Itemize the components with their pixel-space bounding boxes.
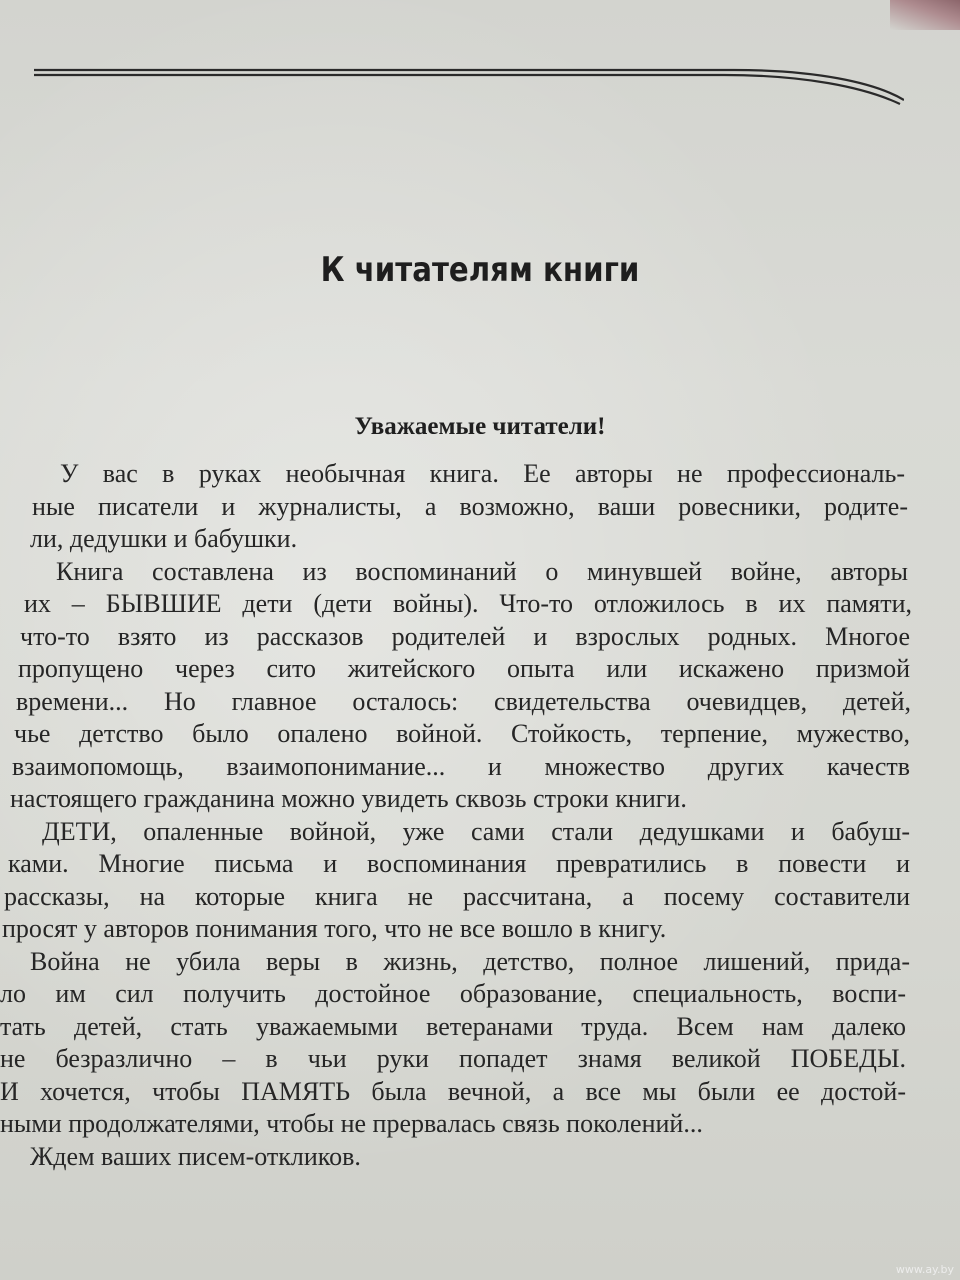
- text-line: ли, дедушки и бабушки.: [30, 524, 298, 553]
- header-rule: [34, 62, 904, 106]
- text-line: ло им сил получить достойное образование, специальность, воспи-: [0, 979, 906, 1008]
- text-line: просят у авторов понимания того, что не все вошло в книгу.: [2, 914, 667, 943]
- chapter-title: К читателям книги: [320, 250, 640, 290]
- text-line: ками. Многие письма и воспоминания превратились в повести и: [8, 849, 910, 878]
- text-line: времени... Но главное осталось: свидетельства очевидцев, детей,: [16, 686, 911, 716]
- text-line: ными продолжателями, чтобы не прервалась связь поколений...: [0, 1109, 703, 1138]
- text-line: У вас в руках необычная книга. Ее авторы не профессиональ-: [60, 459, 905, 488]
- text-line: Книга составлена из воспоминаний о минувшей войне, авторы: [56, 556, 908, 586]
- text-line: что-то взято из рассказов родителей и взрослых родных. Многое: [20, 621, 910, 651]
- text-line: настоящего гражданина можно увидеть сквозь строки книги.: [10, 784, 687, 813]
- text-line: не безразлично – в чьи руки попадет знамя великой ПОБЕДЫ.: [0, 1044, 906, 1073]
- background-cloth: [890, 0, 960, 30]
- text-line: рассказы, на которые книга не рассчитана, а посему составители: [4, 881, 910, 911]
- text-line: Ждем ваших писем-откликов.: [30, 1141, 361, 1171]
- text-line: ные писатели и журналисты, а возможно, ваши ровесники, родите-: [32, 491, 908, 521]
- text-line: ДЕТИ, опаленные войной, уже сами стали дедушками и бабуш-: [42, 816, 910, 846]
- text-line: их – БЫВШИЕ дети (дети войны). Что-то отложилось в их памяти,: [24, 589, 912, 618]
- text-line: И хочется, чтобы ПАМЯТЬ была вечной, а все мы были ее достой-: [0, 1076, 906, 1106]
- text-line: чье детство было опалено войной. Стойкость, терпение, мужество,: [14, 719, 910, 748]
- text-line: тать детей, стать уважаемыми ветеранами труда. Всем нам далеко: [0, 1011, 906, 1041]
- body-text: [0, 458, 960, 1173]
- watermark: www.ay.by: [895, 1263, 954, 1276]
- text-line: пропущено через сито житейского опыта или искажено призмой: [18, 654, 910, 683]
- greeting-heading: Уважаемые читатели!: [354, 413, 606, 440]
- text-line: Война не убила веры в жизнь, детство, полное лишений, прида-: [30, 946, 910, 976]
- text-line: взаимопомощь, взаимопонимание... и множество других качеств: [12, 751, 910, 781]
